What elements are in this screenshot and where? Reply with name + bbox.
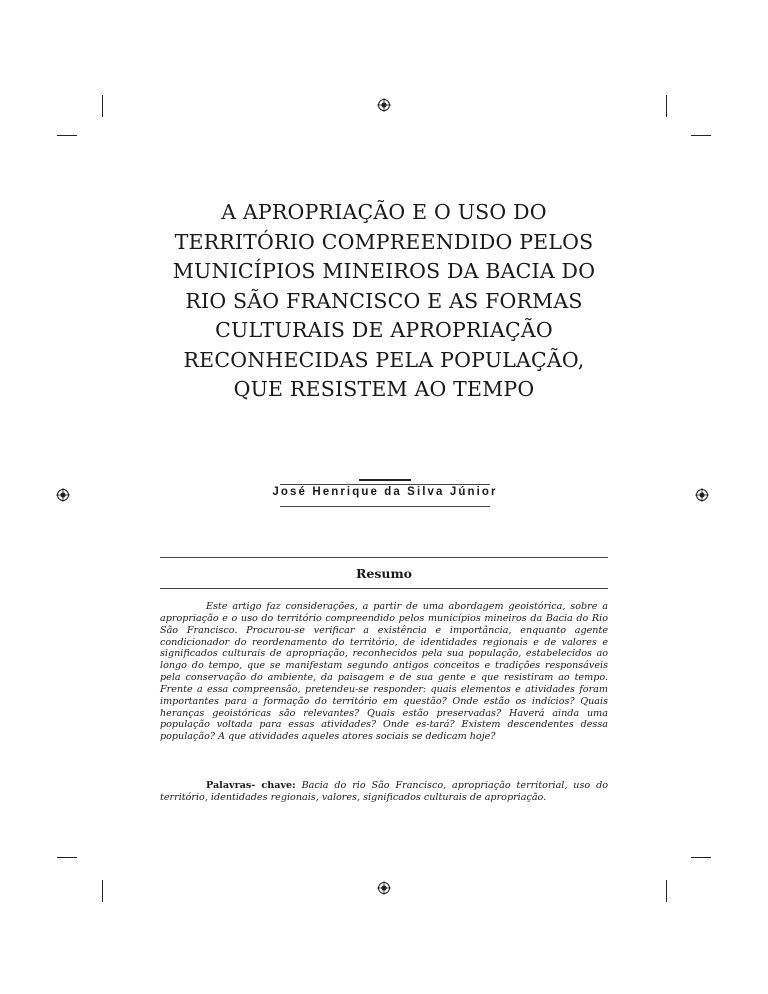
abstract-rule-top bbox=[160, 557, 608, 558]
keywords-text: Bacia do rio São Francisco, apropriação territorial, uso do território, identidades regionais, valores, significados culturais de apropriação. bbox=[160, 780, 608, 803]
registration-target-icon bbox=[377, 881, 391, 895]
abstract-text: Este artigo faz considerações, a partir de uma abordagem geoistórica, sobre a apropriação e o uso do território compreendido pelos municípios mineiros da Bacia do Rio São Francisco. Procurou-se verificar a existência e importância, enquanto agente condicionador do reordenamento do território, de identidades regionais e de valores e significados culturais de apropriação, reconhecidos pela sua população, estabelecidos ao longo do tempo, que se manifestam segundo antigos conceitos e tradições responsáveis pela conservação do ambiente, da paisagem e de sua gente e que resistiram ao tempo. Frente a essa compreensão, pretendeu-se responder: quais elementos e atividades foram importantes para a formação do território em questão? Onde estão os indícios? Quais heranças geoistóricas são relevantes? Quais estão preservadas? Haverá ainda uma população voltada para essas atividades? Onde es-tará? Existem descendentes dessa população? A que atividades aqueles atores sociais se dedicam hoje? bbox=[160, 601, 608, 743]
crop-mark-bottom-right bbox=[666, 880, 667, 902]
crop-mark-top-left bbox=[102, 95, 103, 117]
title-line: MUNICÍPIOS MINEIROS DA BACIA DO bbox=[172, 259, 596, 283]
title-line: A APROPRIAÇÃO E O USO DO bbox=[221, 200, 547, 224]
title-line: QUE RESISTEM AO TEMPO bbox=[233, 377, 535, 401]
keywords-paragraph bbox=[160, 780, 608, 804]
registration-target-icon bbox=[56, 488, 70, 502]
crop-mark-right-lower bbox=[691, 857, 711, 858]
title-line: CULTURAIS DE APROPRIAÇÃO bbox=[215, 318, 553, 342]
article-title bbox=[150, 198, 618, 405]
author-rule-top bbox=[280, 484, 490, 485]
abstract-heading: Resumo bbox=[355, 566, 413, 581]
registration-target-icon bbox=[695, 488, 709, 502]
title-line: TERRITÓRIO COMPREENDIDO PELOS bbox=[174, 229, 594, 254]
keywords-label: Palavras- chave: bbox=[206, 780, 296, 791]
crop-mark-left-upper bbox=[57, 135, 77, 136]
title-line: RECONHECIDAS PELA POPULAÇÃO, bbox=[183, 347, 585, 372]
crop-mark-left-lower bbox=[57, 857, 77, 858]
title-line: RIO SÃO FRANCISCO E AS FORMAS bbox=[185, 288, 583, 313]
author-rule-bottom bbox=[280, 506, 490, 507]
crop-mark-top-right bbox=[666, 95, 667, 117]
crop-mark-right-upper bbox=[691, 135, 711, 136]
abstract-rule-bottom bbox=[160, 588, 608, 589]
crop-mark-bottom-left bbox=[102, 880, 103, 902]
registration-target-icon bbox=[377, 98, 391, 112]
author-divider-short bbox=[359, 479, 411, 481]
author-name: José Henrique da Silva Júnior bbox=[272, 486, 498, 498]
